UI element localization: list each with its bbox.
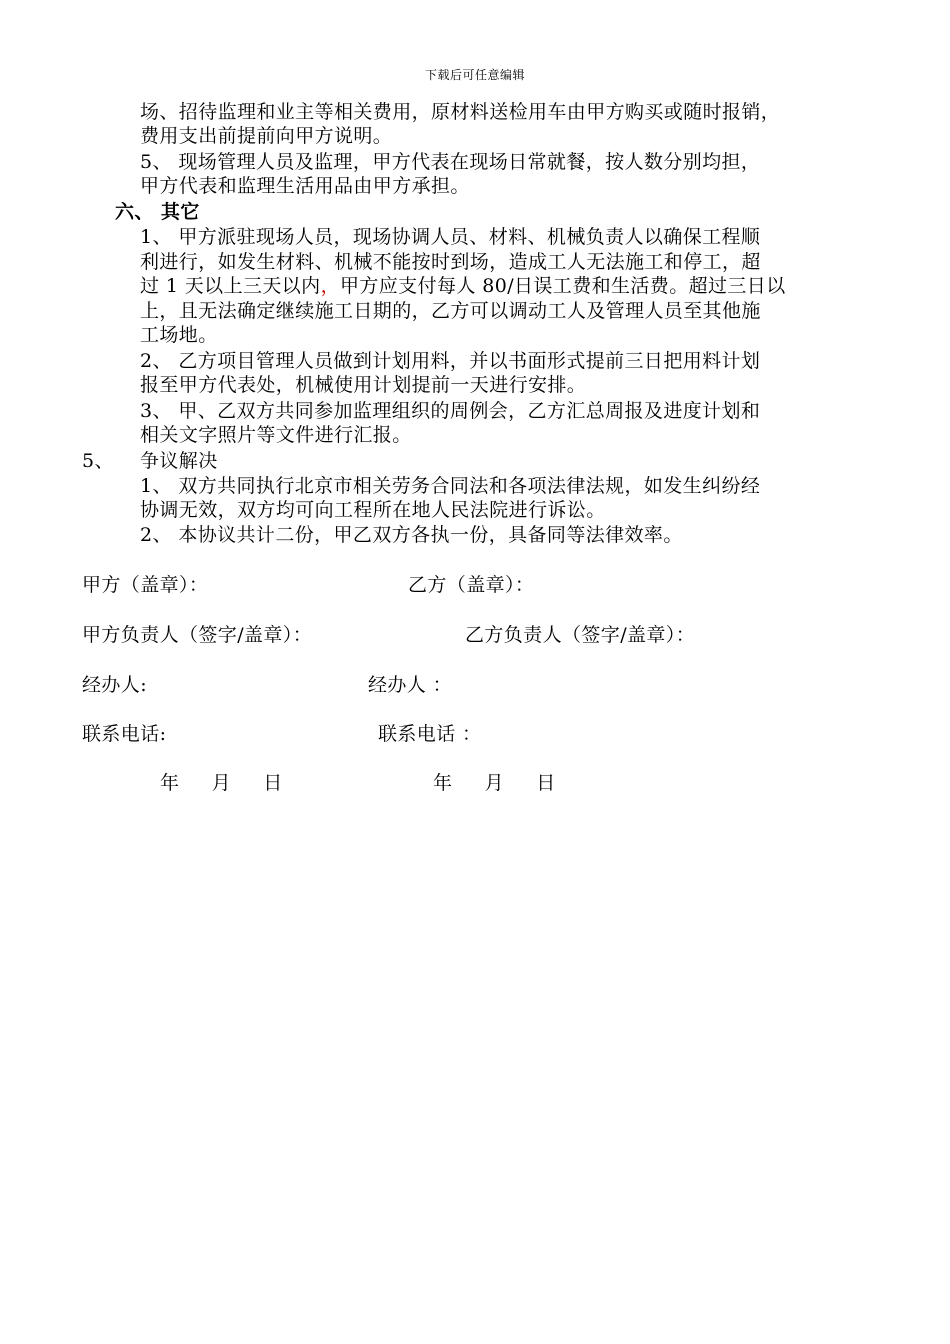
phone-a-label: 联系电话: [82,723,167,745]
text-line: 场、招待监理和业主等相关费用，原材料送检用车由甲方购买或随时报销， [140,101,781,123]
phone-b-label: 联系电话 ： [378,723,482,745]
agent-a-label: 经办人: [82,674,148,696]
text-line: 工场地。 [140,324,218,346]
party-b-seal-label: 乙方（盖章）： [408,574,535,596]
text-line: 1、 甲方派驻现场人员，现场协调人员、材料、机械负责人以确保工程顺 [140,226,761,248]
text-line: 相关文字照片等文件进行汇报。 [140,424,412,446]
text-line: 报至甲方代表处，机械使用计划提前一天进行安排。 [140,374,587,396]
text-line [140,274,786,298]
text-segment: 甲方应支付每人 80/日误工费和生活费。超过三日以 [339,275,786,297]
section-number: 5、 [82,450,114,472]
text-line: 费用支出前提前向甲方说明。 [140,125,393,147]
party-a-rep-label: 甲方负责人（签字/盖章）： [82,624,313,646]
date-a: 年 月 日 [160,772,283,794]
party-a-seal-label: 甲方（盖章）： [82,574,209,596]
text-line: 协调无效，双方均可向工程所在地人民法院进行诉讼。 [140,499,606,521]
section-heading-other: 六、 其它 [115,201,200,223]
party-b-rep-label: 乙方负责人（签字/盖章）： [465,624,696,646]
text-line: 2、 乙方项目管理人员做到计划用料，并以书面形式提前三日把用料计划 [140,350,761,372]
text-line: 利进行，如发生材料、机械不能按时到场，造成工人无法施工和停工，超 [140,251,761,273]
text-line: 5、 现场管理人员及监理，甲方代表在现场日常就餐，按人数分别均担， [140,151,761,173]
agent-b-label: 经办人 ： [368,674,453,696]
text-segment: 过 1 天以上三天以内 [140,275,321,297]
text-line: 3、 甲、乙双方共同参加监理组织的周例会，乙方汇总周报及进度计划和 [140,400,761,422]
section-heading-dispute: 争议解决 [140,450,218,472]
text-line: 上，且无法确定继续施工日期的，乙方可以调动工人及管理人员至其他施 [140,300,761,322]
red-comma: ， [320,275,340,297]
text-line: 1、 双方共同执行北京市相关劳务合同法和各项法律法规，如发生纠纷经 [140,475,761,497]
page-header-note: 下载后可任意编辑 [424,68,525,82]
date-b: 年 月 日 [433,772,556,794]
text-line: 2、 本协议共计二份，甲乙双方各执一份，具备同等法律效率。 [140,524,683,546]
text-line: 甲方代表和监理生活用品由甲方承担。 [140,175,470,197]
